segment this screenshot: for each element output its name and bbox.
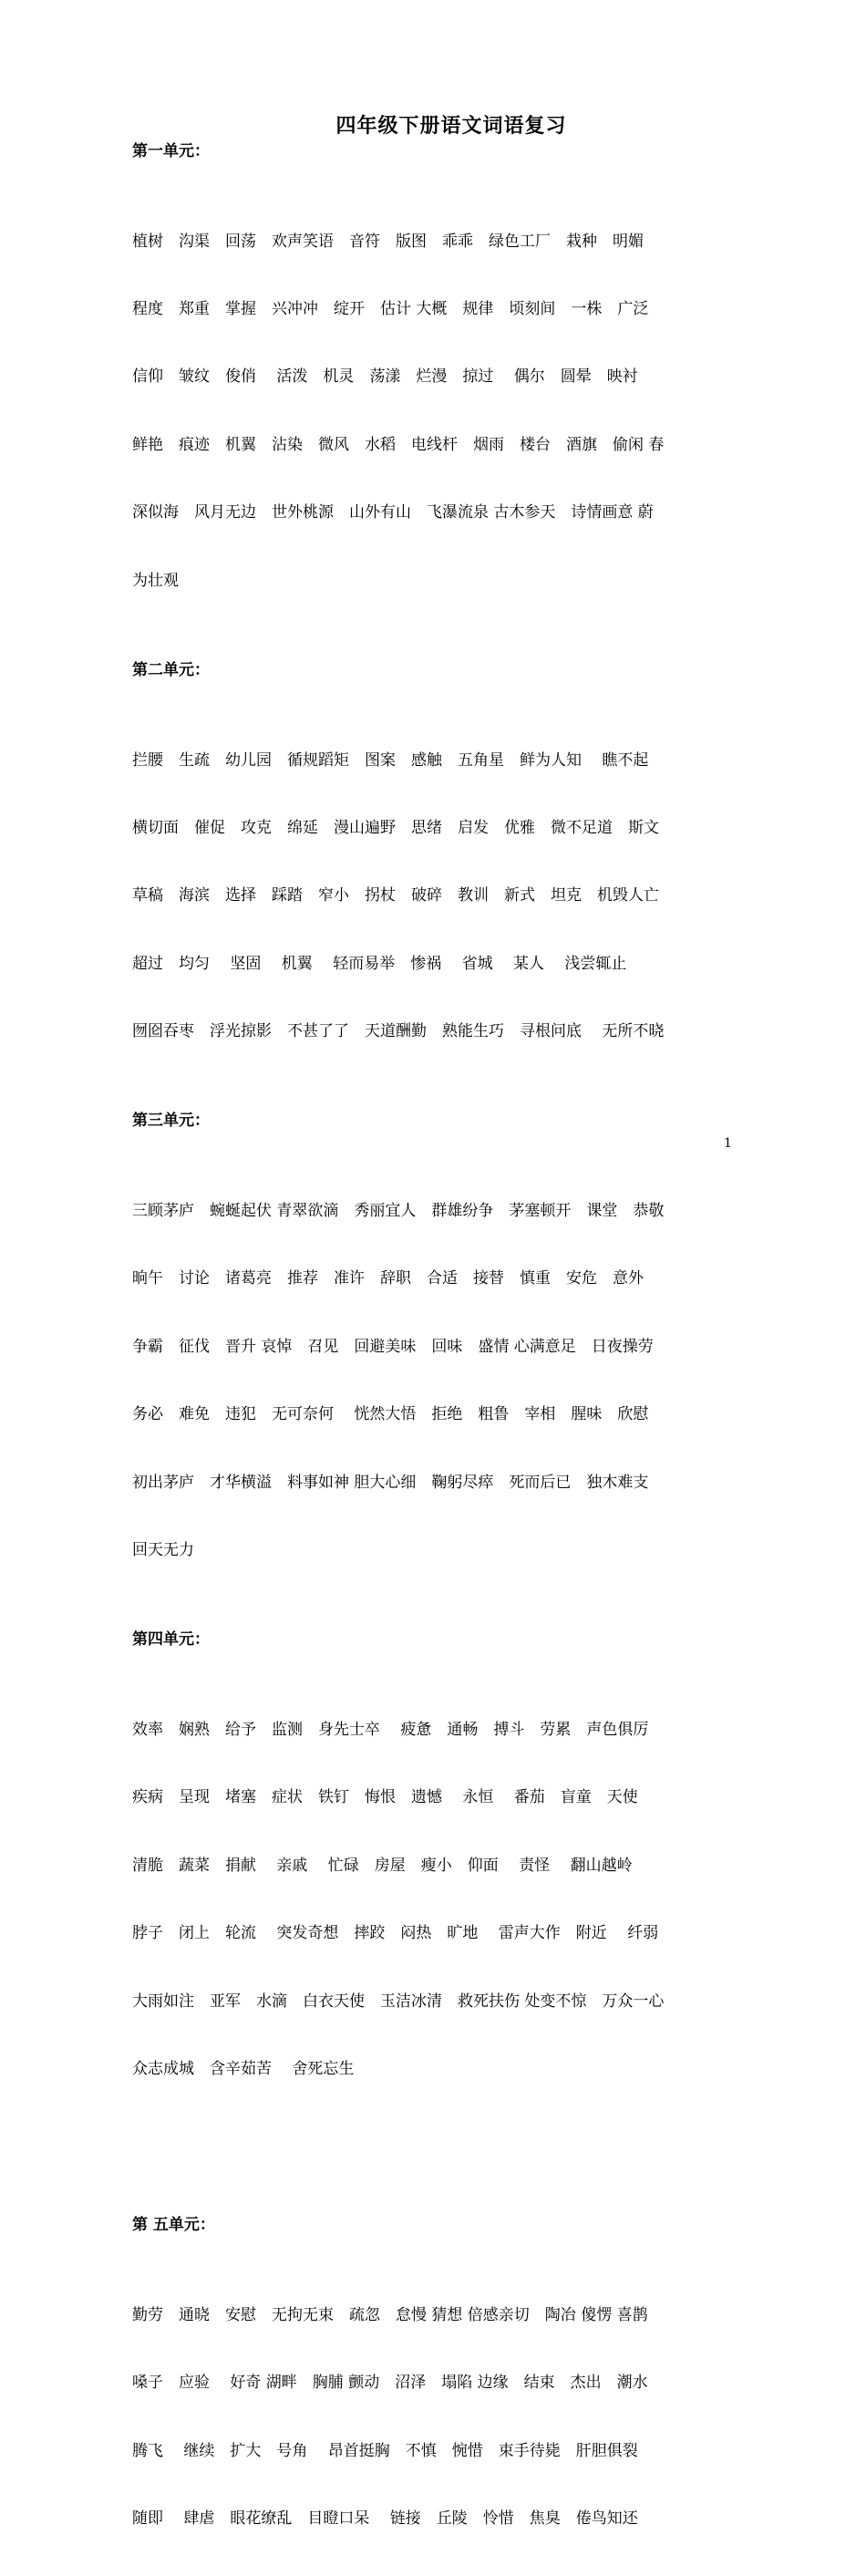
unit-5-heading: 第 五单元： xyxy=(132,2216,215,2235)
unit-1-heading: 第一单元： xyxy=(132,142,210,160)
word-line: 众志成城 含辛茹苦 舍死忘生 xyxy=(132,2059,355,2078)
page-number: 1 xyxy=(724,1136,732,1151)
unit-2-heading: 第二单元： xyxy=(132,660,210,679)
word-line: 腾飞 继续 扩大 号角 昂首挺胸 不慎 惋惜 束手待毙 肝胆俱裂 xyxy=(132,2441,638,2460)
word-line: 清脆 蔬菜 捐献 亲戚 忙碌 房屋 瘦小 仰面 责怪 翻山越岭 xyxy=(132,1856,633,1875)
word-line: 三顾茅庐 蜿蜒起伏 青翠欲滴 秀丽宜人 群雄纷争 茅塞顿开 课堂 恭敬 xyxy=(132,1202,665,1221)
word-line: 超过 均匀 坚固 机翼 轻而易举 惨祸 省城 某人 浅尝辄止 xyxy=(132,954,627,973)
word-line: 横切面 催促 攻克 绵延 漫山遍野 思绪 启发 优雅 微不足道 斯文 xyxy=(132,818,659,837)
word-line: 嗓子 应验 好奇 湖畔 胸脯 颤动 沼泽 塌陷 边缘 结束 杰出 潮水 xyxy=(132,2374,648,2393)
word-line: 深似海 风月无边 世外桃源 山外有山 飞瀑流泉 古木参天 诗情画意 蔚 xyxy=(132,503,654,522)
word-line: 回天无力 xyxy=(132,1541,194,1560)
unit-4-heading: 第四单元： xyxy=(132,1630,210,1650)
word-line: 草稿 海滨 选择 踩踏 窄小 拐杖 破碎 教训 新式 坦克 机毁人亡 xyxy=(132,886,659,905)
unit-2-word-list xyxy=(132,704,743,1089)
word-line: 随即 肆虐 眼花缭乱 目瞪口呆 链接 丘陵 怜惜 焦臭 倦鸟知还 xyxy=(132,2509,638,2529)
word-line: 争霸 征伐 晋升 哀悼 召见 回避美味 回味 盛情 心满意足 日夜操劳 xyxy=(132,1337,654,1356)
word-line: 大雨如注 亚军 水滴 白衣天使 玉洁冰清 救死扶伤 处变不惊 万众一心 xyxy=(132,1991,665,2011)
word-line: 植树 沟渠 回荡 欢声笑语 音符 版图 乖乖 绿色工厂 栽种 明媚 xyxy=(132,232,644,251)
word-line: 鲜艳 痕迹 机翼 沾染 微风 水稻 电线杆 烟雨 楼台 酒旗 偷闲 春 xyxy=(132,435,665,454)
unit-5-word-list xyxy=(132,2259,743,2575)
word-line: 拦腰 生疏 幼儿园 循规蹈矩 图案 感触 五角星 鲜为人知 瞧不起 xyxy=(132,750,649,770)
word-line: 脖子 闭上 轮流 突发奇想 摔跤 闷热 旷地 雷声大作 附近 纤弱 xyxy=(132,1924,659,1943)
word-line: 勤劳 通晓 安慰 无拘无束 疏忽 怠慢 猜想 倍感亲切 陶冶 傻愣 喜鹊 xyxy=(132,2305,648,2324)
document-title: 四年级下册语文词语复习 xyxy=(335,114,567,138)
unit-1-word-list xyxy=(132,185,743,637)
word-line: 为壮观 xyxy=(132,571,179,590)
word-line: 程度 郑重 掌握 兴冲冲 绽开 估计 大概 规律 顷刻间 一株 广泛 xyxy=(132,299,649,318)
unit-3-heading: 第三单元： xyxy=(132,1112,210,1131)
unit-4-word-list xyxy=(132,1673,743,2126)
document-body xyxy=(132,111,743,2576)
word-line: 初出茅庐 才华横溢 料事如神 胆大心细 鞠躬尽瘁 死而后已 独木难支 xyxy=(132,1473,649,1492)
word-line: 务必 难免 违犯 无可奈何 恍然大悟 拒绝 粗鲁 宰相 腥味 欣慰 xyxy=(132,1405,649,1424)
unit-3-word-list xyxy=(132,1154,743,1607)
word-line: 囫囵吞枣 浮光掠影 不甚了了 天道酬勤 熟能生巧 寻根问底 无所不晓 xyxy=(132,1022,665,1041)
word-line: 效率 娴熟 给予 监测 身先士卒 疲惫 通畅 搏斗 劳累 声色俱厉 xyxy=(132,1721,649,1740)
word-line: 信仰 皱纹 俊俏 活泼 机灵 荡漾 烂漫 掠过 偶尔 圆晕 映衬 xyxy=(132,367,638,387)
word-line: 晌午 讨论 诸葛亮 推荐 准许 辞职 合适 接替 慎重 安危 意外 xyxy=(132,1269,644,1288)
word-line: 疾病 呈现 堵塞 症状 铁钉 悔恨 遗憾 永恒 番茄 盲童 天使 xyxy=(132,1788,638,1807)
